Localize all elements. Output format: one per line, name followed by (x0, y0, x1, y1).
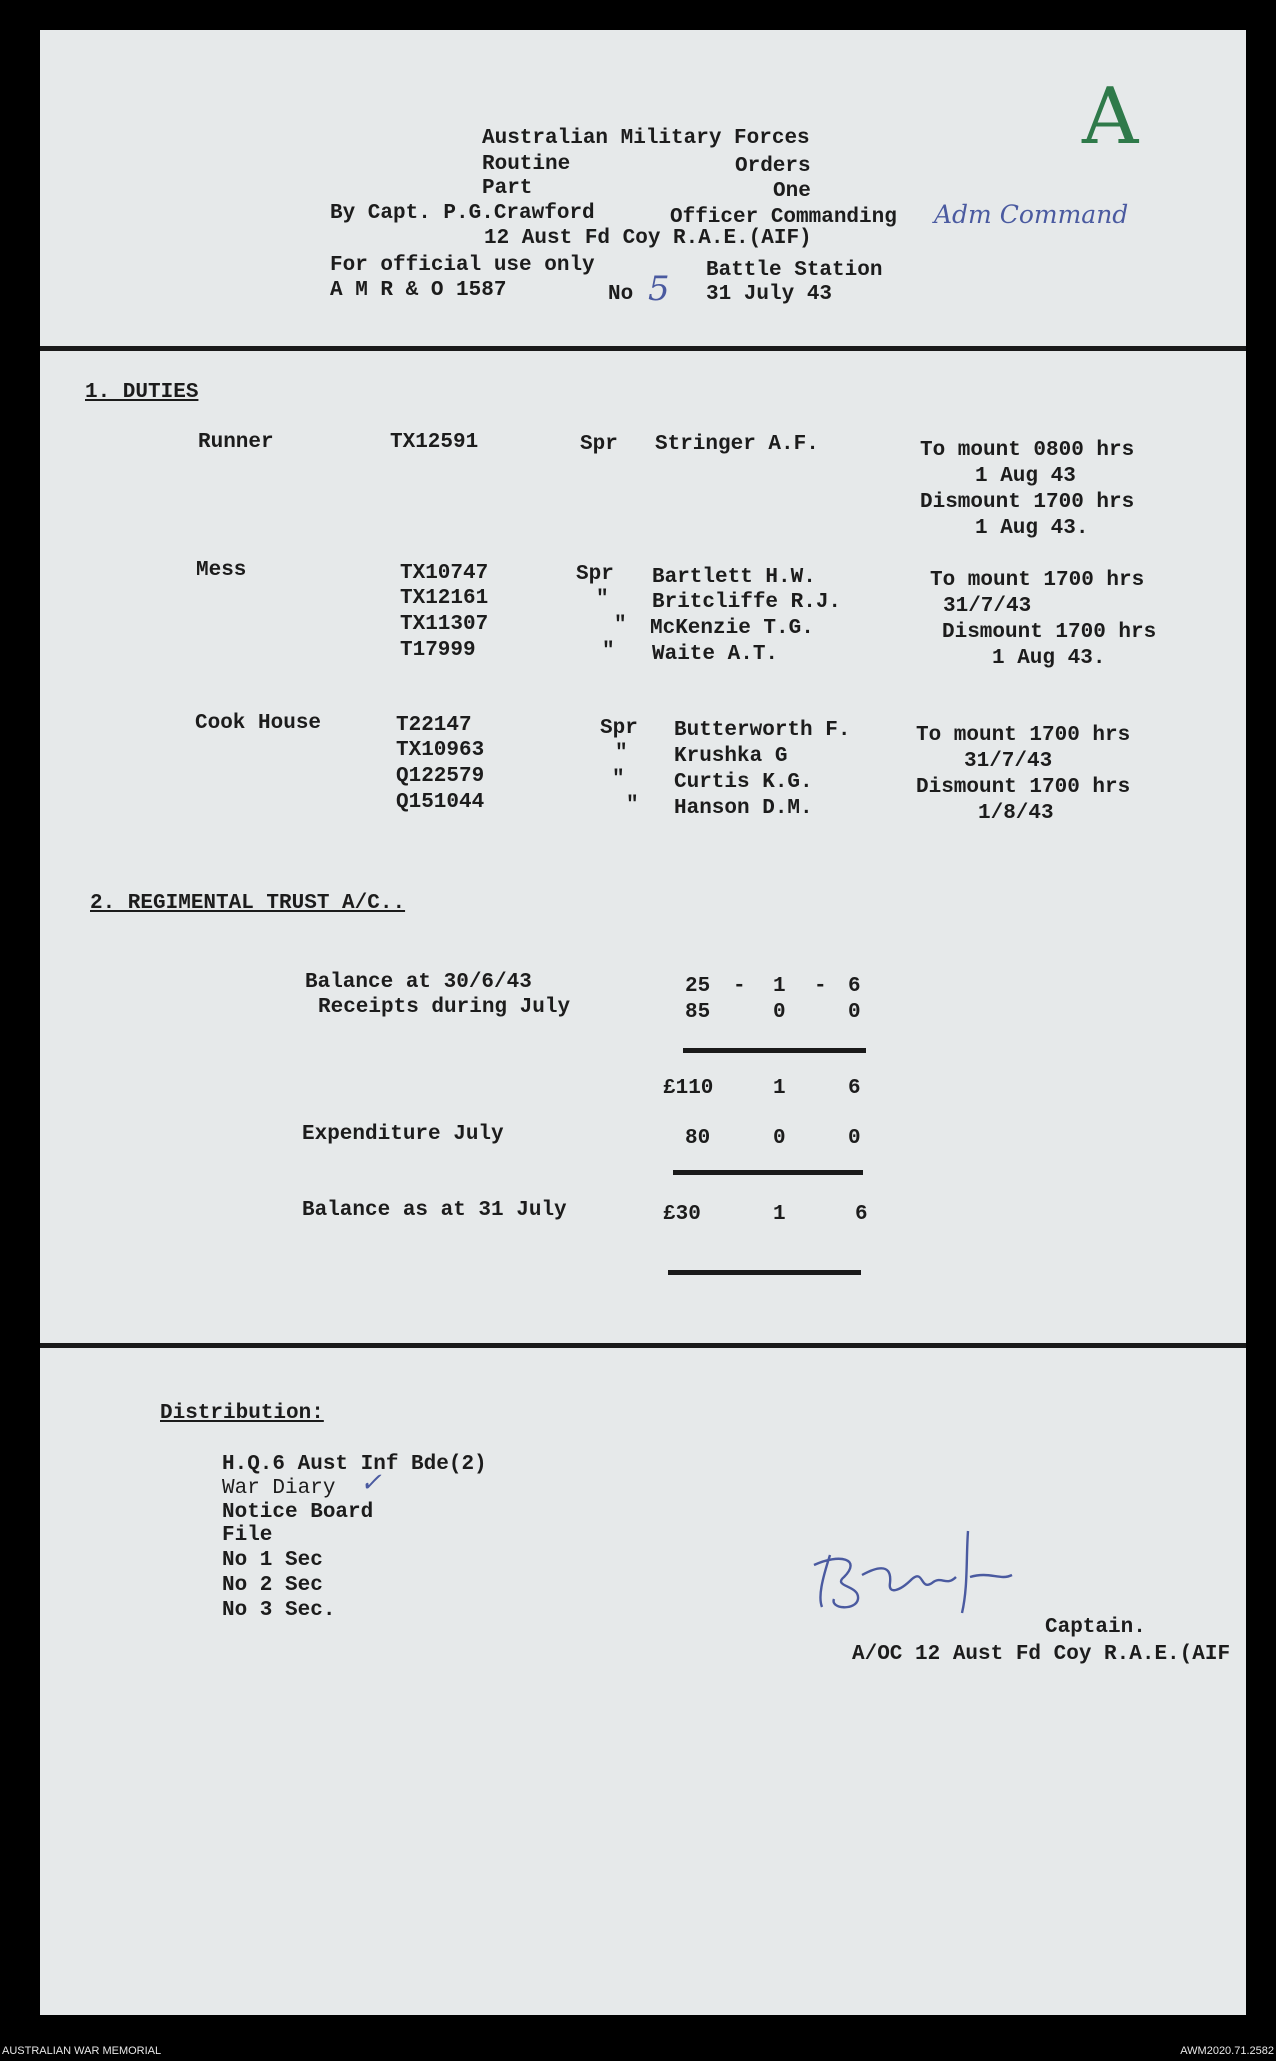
duty-time: 31/7/43 (943, 595, 1032, 618)
duty-rank: Spr (600, 717, 638, 740)
duty-person: Bartlett H.W. (652, 566, 816, 589)
header-orders: Orders (735, 155, 811, 178)
duty-person: McKenzie T.G. (650, 617, 814, 640)
signature-image (800, 1525, 1060, 1620)
trust-value: - (733, 975, 746, 998)
distribution-item: No 2 Sec (222, 1574, 323, 1597)
duty-person: Waite A.T. (652, 643, 779, 666)
duty-number: TX12161 (400, 587, 489, 610)
duty-time: To mount 1700 hrs (930, 569, 1145, 592)
trust-value: - (814, 975, 827, 998)
trust-balance-label: Balance at 30/6/43 (305, 971, 532, 994)
duty-person: Krushka G (674, 745, 788, 768)
duty-rank: Spr (580, 433, 618, 456)
duty-person: Curtis K.G. (674, 771, 813, 794)
trust-heading: 2. REGIMENTAL TRUST A/C.. (90, 892, 406, 915)
duty-time: 31/7/43 (964, 750, 1053, 773)
trust-value: 0 (773, 1127, 786, 1150)
duty-time: Dismount 1700 hrs (920, 491, 1135, 514)
duty-rank: " (596, 588, 609, 611)
trust-value: 1 (773, 1203, 786, 1226)
trust-value: 25 (685, 975, 711, 998)
check-icon: ✓ (360, 1468, 382, 1498)
distribution-item: War Diary (222, 1477, 336, 1500)
duty-number: TX11307 (400, 613, 489, 636)
duty-group-name: Mess (196, 559, 247, 582)
header-routine: Routine (482, 153, 571, 176)
header-one: One (773, 180, 811, 203)
trust-value: 80 (685, 1127, 711, 1150)
duty-time: Dismount 1700 hrs (942, 621, 1157, 644)
duty-time: 1 Aug 43 (975, 465, 1076, 488)
header-date: 31 July 43 (706, 283, 833, 306)
trust-value: 6 (855, 1203, 868, 1226)
duty-rank: " (614, 614, 627, 637)
duty-rank: " (612, 768, 625, 791)
annotation-adm-command: Adm Command (934, 200, 1129, 229)
annotation-a: A (1082, 72, 1139, 162)
duty-rank: Spr (576, 563, 614, 586)
trust-value: £110 (663, 1077, 714, 1100)
total-line (668, 1270, 861, 1275)
trust-value: 85 (685, 1001, 711, 1024)
duty-number: T17999 (400, 639, 476, 662)
duty-time: 1/8/43 (978, 802, 1054, 825)
duty-number: TX12591 (390, 431, 479, 454)
footer-right: AWM2020.71.2582 (1180, 2045, 1274, 2057)
trust-value: 0 (848, 1127, 861, 1150)
trust-receipts-label: Receipts during July (318, 996, 571, 1019)
duty-person: Britcliffe R.J. (652, 591, 842, 614)
duty-number: Q151044 (396, 791, 485, 814)
distribution-item: H.Q.6 Aust Inf Bde(2) (222, 1453, 487, 1476)
trust-value: 0 (773, 1001, 786, 1024)
header-by-capt: By Capt. P.G.Crawford (330, 202, 595, 225)
total-line (683, 1048, 866, 1053)
header-part: Part (482, 177, 533, 200)
duty-time: To mount 1700 hrs (916, 724, 1131, 747)
divider-top (40, 346, 1246, 351)
signature-unit: A/OC 12 Aust Fd Coy R.A.E.(AIF (852, 1643, 1231, 1666)
duty-time: 1 Aug 43. (975, 517, 1089, 540)
duty-rank: " (615, 742, 628, 765)
document-page (40, 30, 1246, 2015)
duty-time: 1 Aug 43. (992, 647, 1106, 670)
duty-number: TX10963 (396, 739, 485, 762)
duty-time: To mount 0800 hrs (920, 439, 1135, 462)
trust-value: 0 (848, 1001, 861, 1024)
trust-value: 6 (848, 1077, 861, 1100)
header-unit: 12 Aust Fd Coy R.A.E.(AIF) (484, 227, 812, 250)
header-amr: A M R & O 1587 (330, 279, 507, 302)
total-line (673, 1170, 863, 1175)
duty-group-name: Runner (198, 431, 274, 454)
footer-left: AUSTRALIAN WAR MEMORIAL (2, 2045, 162, 2057)
header-official-use: For official use only (330, 254, 595, 277)
signature-title: Captain. (1045, 1616, 1146, 1639)
duty-number: T22147 (396, 714, 472, 737)
header-no-label: No (608, 283, 634, 306)
duty-person: Stringer A.F. (655, 433, 819, 456)
header-battle-station: Battle Station (706, 259, 883, 282)
distribution-item: File (222, 1524, 273, 1547)
duty-rank: " (602, 640, 615, 663)
header-no-value: 5 (648, 269, 670, 309)
distribution-item: Notice Board (222, 1501, 374, 1524)
distribution-heading: Distribution: (160, 1402, 324, 1425)
trust-value: £30 (663, 1203, 701, 1226)
duty-group-name: Cook House (195, 712, 322, 735)
duty-rank: " (626, 794, 639, 817)
duty-person: Butterworth F. (674, 719, 851, 742)
trust-closing-label: Balance as at 31 July (302, 1199, 567, 1222)
duty-person: Hanson D.M. (674, 797, 813, 820)
trust-value: 1 (773, 1077, 786, 1100)
header-title: Australian Military Forces (482, 127, 810, 150)
distribution-item: No 3 Sec. (222, 1599, 336, 1622)
duty-number: TX10747 (400, 562, 489, 585)
duties-heading: 1. DUTIES (85, 381, 199, 404)
duty-time: Dismount 1700 hrs (916, 776, 1131, 799)
trust-value: 6 (848, 975, 861, 998)
trust-value: 1 (773, 975, 786, 998)
header-officer-commanding: Officer Commanding (670, 206, 897, 229)
distribution-item: No 1 Sec (222, 1549, 323, 1572)
duty-number: Q122579 (396, 765, 485, 788)
trust-expenditure-label: Expenditure July (302, 1123, 504, 1146)
divider-bottom (40, 1343, 1246, 1348)
